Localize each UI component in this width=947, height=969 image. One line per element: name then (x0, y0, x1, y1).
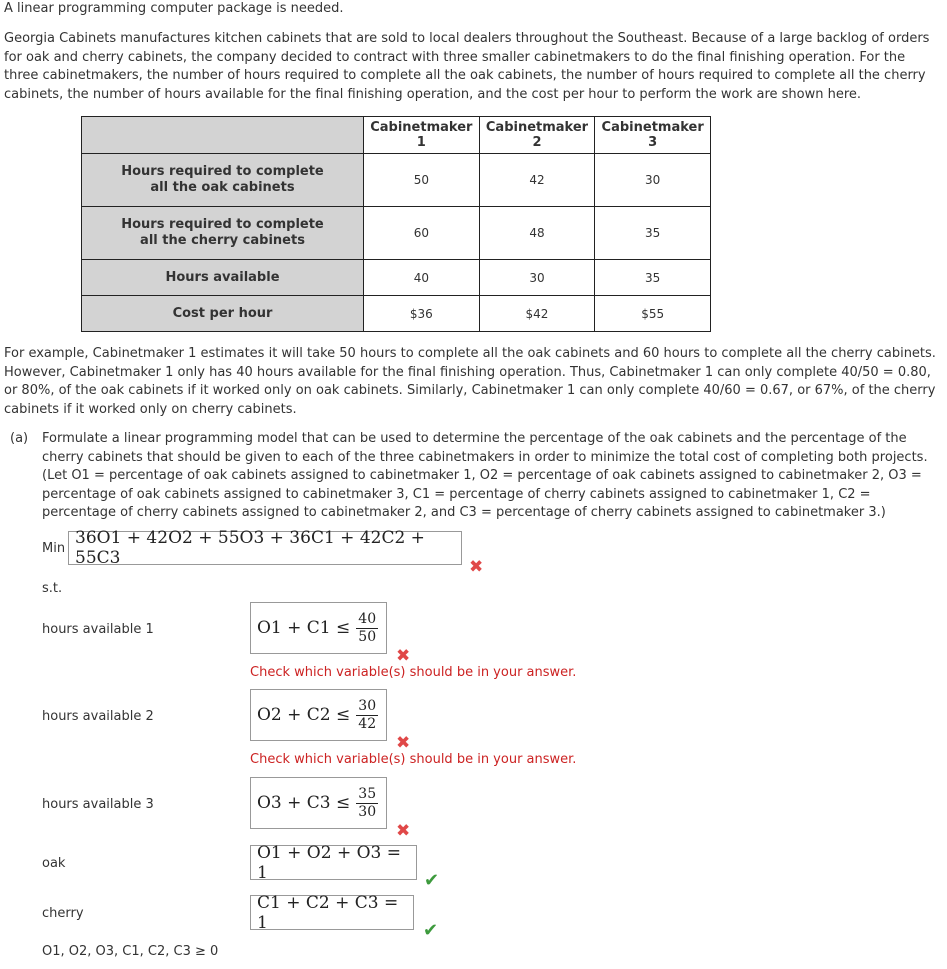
table-cell: 50 (364, 154, 480, 207)
feedback-message: Check which variable(s) should be in your answer. (250, 752, 577, 767)
table-row (82, 207, 711, 260)
correct-icon: ✔ (424, 870, 440, 891)
constraint-lhs: O2 + C2 ≤ (257, 705, 351, 725)
example-text: For example, Cabinetmaker 1 estimates it will take 50 hours to complete all the oak cabinets and 60 hours to complete all the cherry cabinets. However, Cabinetmaker 1 only has 40 hours available for the final finishing operation. Thus, Cabinetmaker 1 can only complete 40/50 = 0.80, or 80%, of the oak cabinets if it worked only on oak cabinets. Similarly, Cabinetmaker 1 can only complete 40/60 = 0.67, or 67%, of the cherry cabinets if it worked only on cherry cabinets. (4, 346, 936, 417)
part-a-text: Formulate a linear programming model that can be used to determine the percentage of the oak cabinets and the percentage of the cherry cabinets that should be given to each of the three cabinetmakers in order to minimize the total cost of completing both projects. (Let O1 = percentage of oak cabinets assigned to cabinetmaker 1, O2 = percentage of oak cabinets assigned to cabinetmaker 2, O3 = percentage of oak cabinets assigned to cabinetmaker 3, C1 = percentage of cherry cabinets assigned to cabinetmaker 1, C2 = percentage of cherry cabinets assigned to cabinetmaker 2, and C3 = percentage of cherry cabinets assigned to cabinetmaker 3.) (42, 431, 928, 520)
table-header: Cabinetmaker 2 (479, 117, 595, 154)
table-cell: 30 (595, 154, 711, 207)
feedback-message: Check which variable(s) should be in your answer. (250, 665, 577, 680)
fraction-numerator: 35 (358, 785, 377, 802)
fraction (356, 611, 378, 646)
table-cell: 35 (595, 260, 711, 296)
incorrect-icon: ✖ (396, 646, 411, 666)
objective-input[interactable]: 36O1 + 42O2 + 55O3 + 36C1 + 42C2 + 55C3 (68, 531, 462, 565)
intro-text: A linear programming computer package is needed. (4, 1, 344, 16)
fraction-denominator: 50 (358, 628, 377, 645)
cherry-constraint-input[interactable]: C1 + C2 + C3 = 1 (250, 895, 414, 930)
part-a-label: (a) (10, 431, 29, 446)
table-row (82, 260, 711, 296)
table-header-row (82, 117, 711, 154)
table-cell: 60 (364, 207, 480, 260)
constraint-lhs: O1 + C1 ≤ (257, 618, 351, 638)
table-row (82, 296, 711, 332)
constraint-label: hours available 3 (42, 797, 154, 812)
constraint-label: hours available 2 (42, 709, 154, 724)
constraint-label: cherry (42, 906, 84, 921)
table-cell: 48 (479, 207, 595, 260)
incorrect-icon: ✖ (396, 821, 411, 841)
constraint-label: oak (42, 856, 66, 871)
fraction-numerator: 30 (358, 697, 377, 714)
st-label: s.t. (42, 581, 63, 596)
problem-text: Georgia Cabinets manufactures kitchen cabinets that are sold to local dealers throughout the Southeast. Because of a large backlog of orders for oak and cherry cabinets, the company decided to contract with three smaller cabinetmakers to do the final finishing operation. For the three cabinetmakers, the number of hours required to complete all the oak cabinets, the number of hours required to complete all the cherry cabinets, the number of hours available for the final finishing operation, and the cost per hour to perform the work are shown here. (4, 31, 930, 102)
table-cell: 40 (364, 260, 480, 296)
table-cell: 42 (479, 154, 595, 207)
fraction (356, 786, 378, 821)
row-label: Hours required to complete all the cherry cabinets (82, 207, 364, 260)
cabinetmaker-table (81, 116, 711, 332)
constraint-label: hours available 1 (42, 622, 154, 637)
table-row (82, 154, 711, 207)
fraction-numerator: 40 (358, 610, 377, 627)
row-label: Cost per hour (82, 296, 364, 332)
row-label: Hours available (82, 260, 364, 296)
incorrect-icon: ✖ (396, 733, 411, 753)
table-cell: $42 (479, 296, 595, 332)
incorrect-icon: ✖ (469, 557, 484, 577)
correct-icon: ✔ (423, 920, 439, 941)
fraction-denominator: 42 (358, 715, 377, 732)
constraint-lhs: O3 + C3 ≤ (257, 793, 351, 813)
table-cell: $36 (364, 296, 480, 332)
table-header: Cabinetmaker 1 (364, 117, 480, 154)
nonnegativity-label: O1, O2, O3, C1, C2, C3 ≥ 0 (42, 944, 219, 959)
fraction (356, 698, 378, 733)
row-label: Hours required to complete all the oak cabinets (82, 154, 364, 207)
constraint-1-input[interactable] (250, 602, 387, 654)
constraint-3-input[interactable] (250, 777, 387, 829)
oak-constraint-input[interactable]: O1 + O2 + O3 = 1 (250, 845, 417, 880)
table-header: Cabinetmaker 3 (595, 117, 711, 154)
table-corner-cell (82, 117, 364, 154)
table-cell: $55 (595, 296, 711, 332)
table-cell: 35 (595, 207, 711, 260)
constraint-2-input[interactable] (250, 689, 387, 741)
fraction-denominator: 30 (358, 803, 377, 820)
table-cell: 30 (479, 260, 595, 296)
min-label: Min (42, 541, 66, 556)
